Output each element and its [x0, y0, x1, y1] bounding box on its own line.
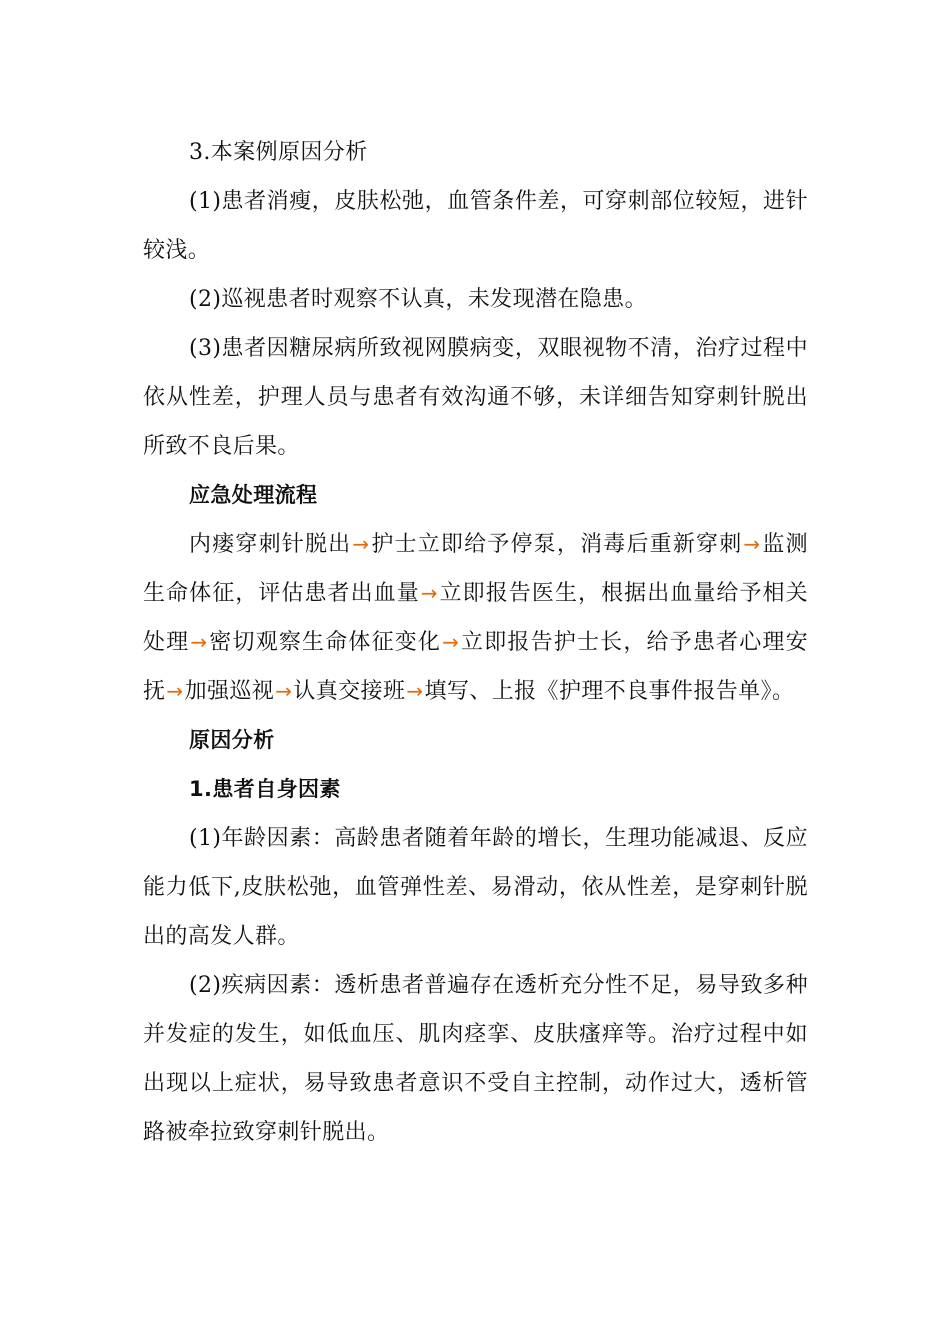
flow-arrow-icon: → — [442, 630, 460, 654]
document-body — [143, 128, 808, 1157]
flow-arrow-icon: → — [743, 532, 761, 556]
case-analysis-heading: 3.本案例原因分析 — [189, 140, 368, 165]
flow-arrow-icon: → — [275, 679, 293, 703]
case-item-3: (3)患者因糖尿病所致视网膜病变，双眼视物不清，治疗过程中依从性差，护理人员与患者有效沟通不够，未详细告知穿刺针脱出所致不良后果。 — [143, 336, 808, 459]
emergency-heading: 应急处理流程 — [189, 483, 318, 507]
flow-arrow-icon: → — [420, 581, 438, 605]
cause-heading: 原因分析 — [189, 728, 275, 752]
flow-step: 密切观察生命体征变化 — [208, 630, 442, 655]
flow-step: 立即报告护士长，给予患者心理安抚 — [143, 630, 808, 704]
patient-factor-heading: 1.患者自身因素 — [189, 777, 341, 801]
flow-step: 填写、上报《护理不良事件报告单》。 — [424, 679, 795, 704]
flow-step: 护士立即给予停泵，消毒后重新穿刺 — [370, 532, 743, 557]
flow-arrow-icon: → — [190, 630, 208, 654]
flow-step: 监测生命体征，评估患者出血量 — [143, 532, 808, 606]
factor-item-1: (1)年龄因素：高龄患者随着年龄的增长，生理功能减退、反应能力低下,皮肤松弛，血管弹性差、易滑动，依从性差，是穿刺针脱出的高发人群。 — [143, 826, 808, 949]
flow-arrow-icon: → — [406, 679, 424, 703]
flow-step: 内瘘穿刺针脱出 — [189, 532, 352, 557]
flow-step: 立即报告医生，根据出血量给予相关处理 — [143, 581, 808, 655]
emergency-flow — [143, 520, 808, 716]
flow-step: 加强巡视 — [184, 679, 275, 704]
factor-item-2: (2)疾病因素：透析患者普遍存在透析充分性不足，易导致多种并发症的发生，如低血压、肌肉痉挛、皮肤瘙痒等。治疗过程中如出现以上症状，易导致患者意识不受自主控制，动作过大，透析管路被牵拉致穿刺针脱出。 — [143, 973, 808, 1145]
case-item-1: (1)患者消瘦，皮肤松弛，血管条件差，可穿刺部位较短，进针较浅。 — [143, 189, 808, 263]
flow-arrow-icon: → — [352, 532, 370, 556]
case-item-2: (2)巡视患者时观察不认真，未发现潜在隐患。 — [189, 287, 647, 312]
flow-arrow-icon: → — [166, 679, 184, 703]
flow-step: 认真交接班 — [293, 679, 406, 704]
